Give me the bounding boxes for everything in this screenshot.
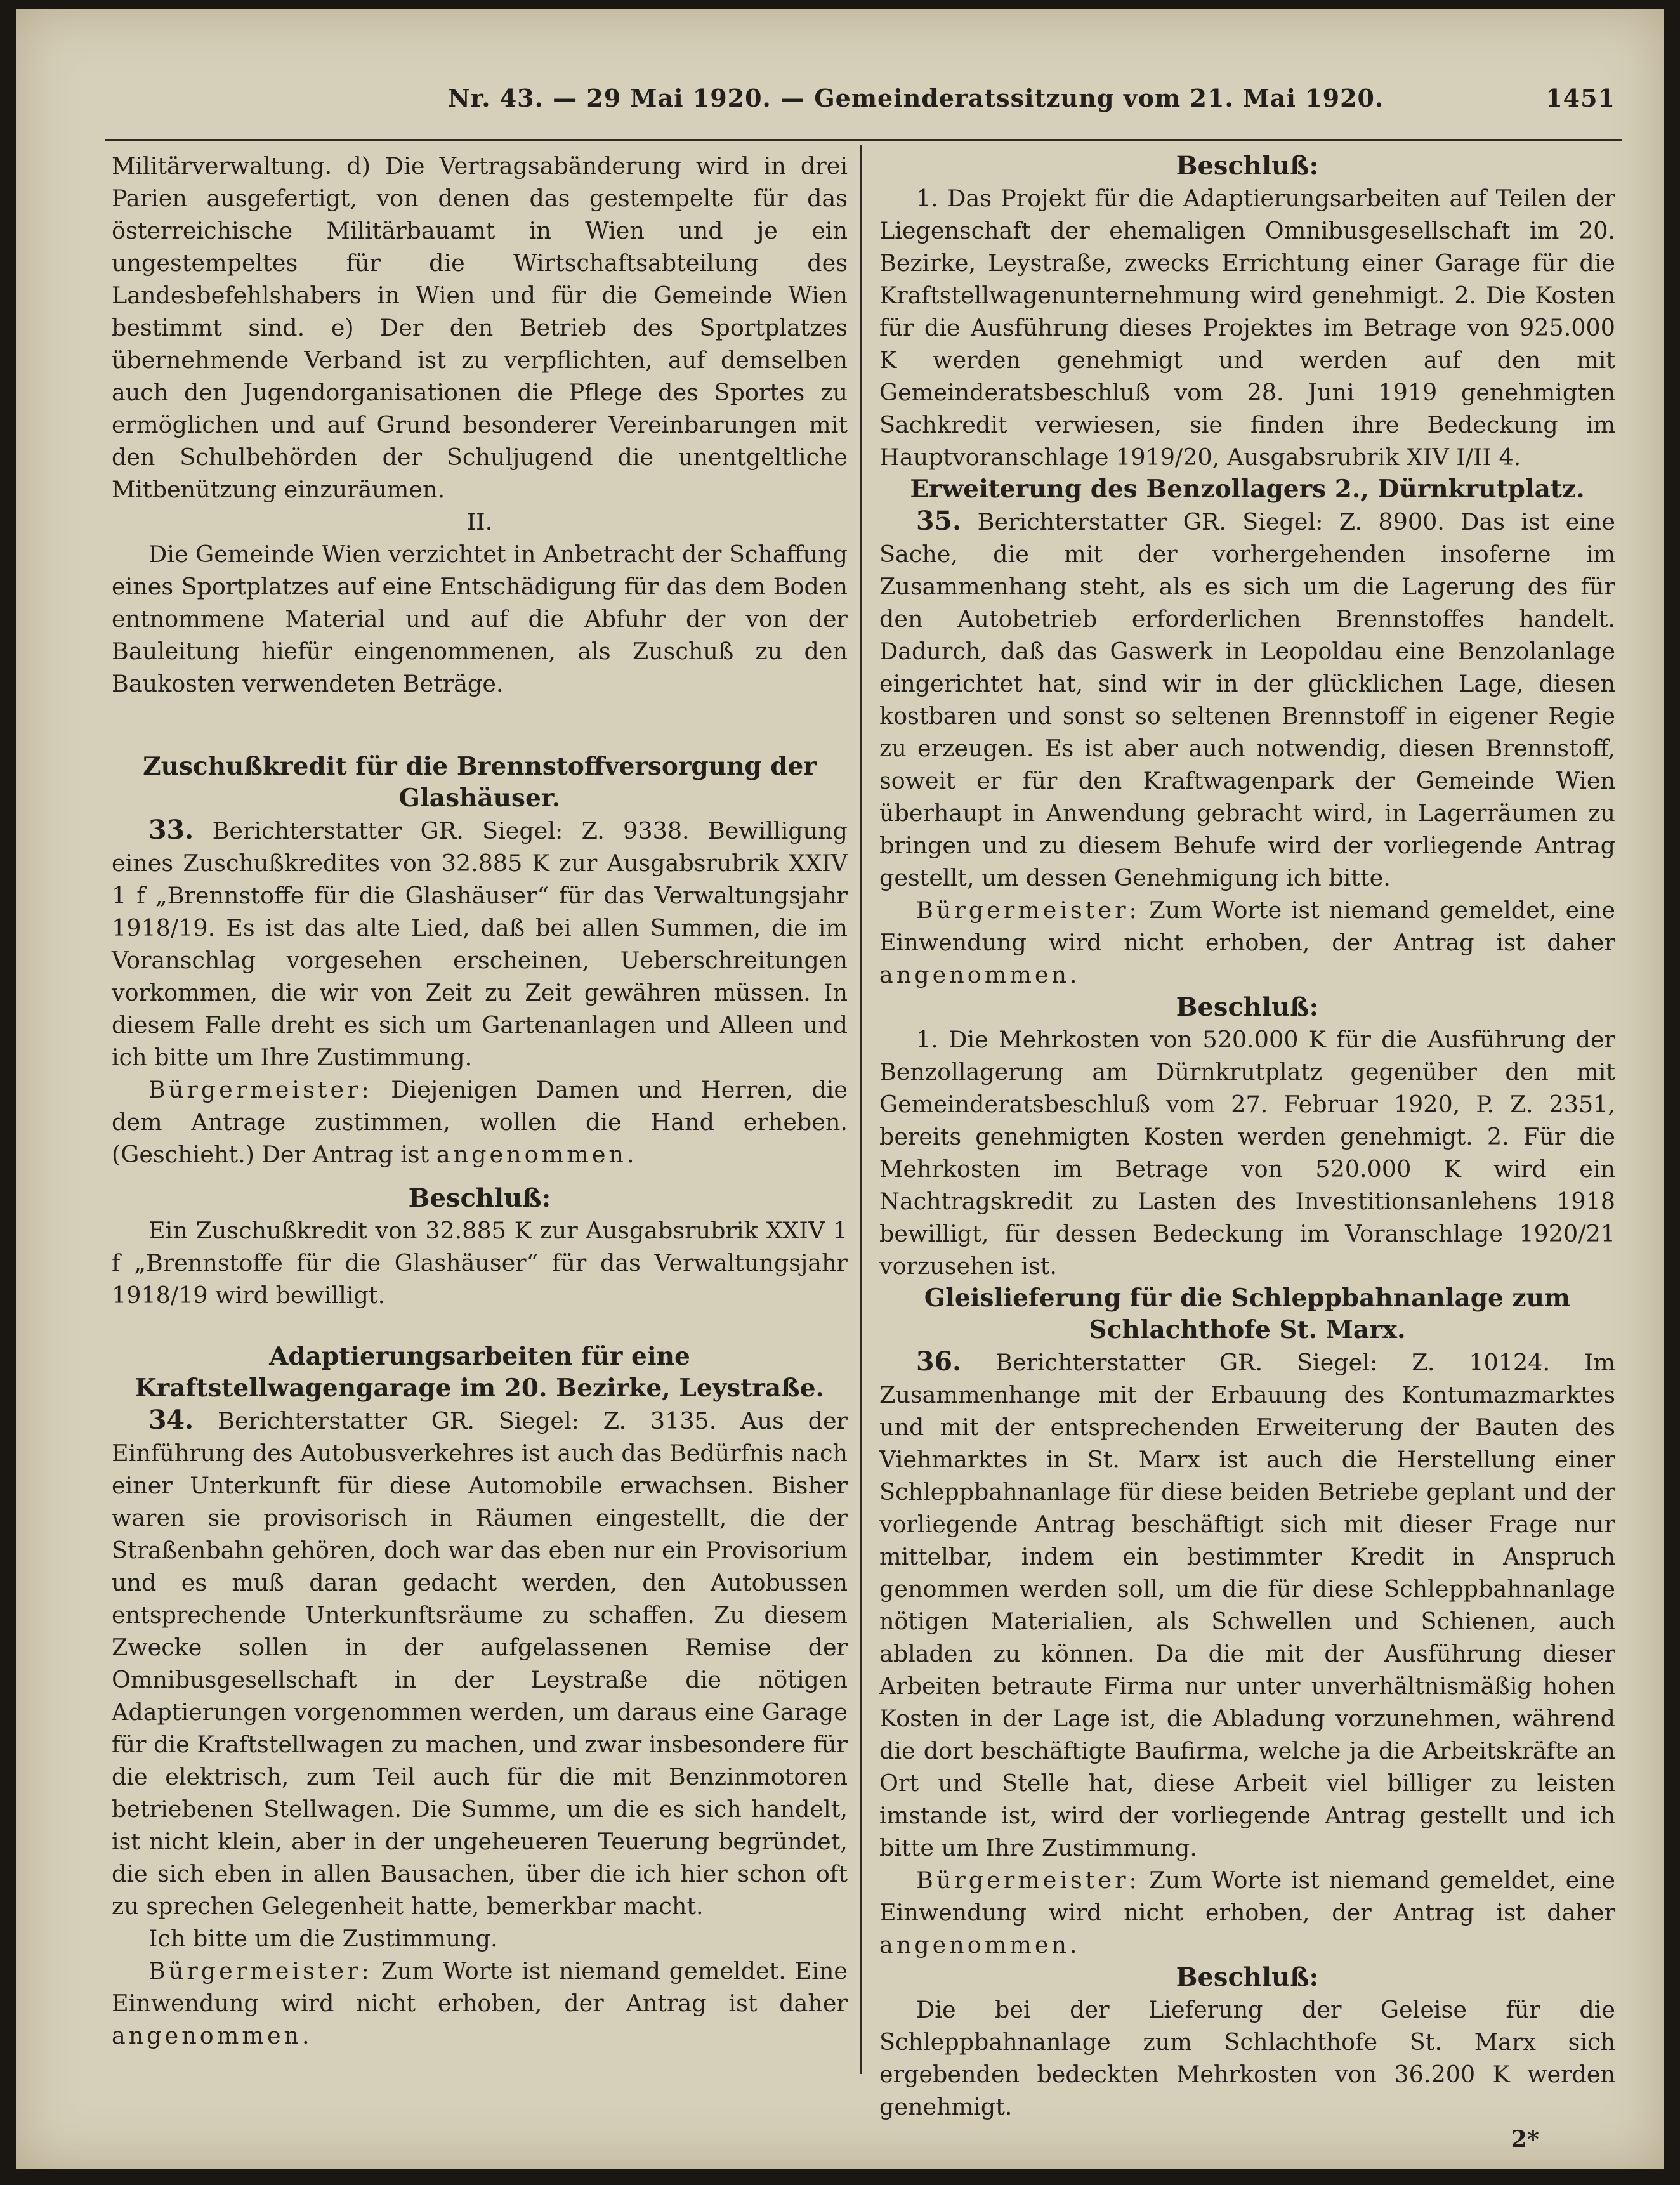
speech-buergermeister-35: Zum Worte ist niemand gemeldet, eine Einwendung wird nicht erhoben, der Antrag ist daher bbox=[879, 896, 1615, 956]
decision-word: angenommen. bbox=[879, 961, 1080, 988]
beschluss-text-36: Die bei der Lieferung der Geleise für die Schleppbahnanlage zum Schlachthofe St. Marx sich ergebenden bedeckten Mehrkosten von 36.200 K werden genehmigt. bbox=[879, 1996, 1615, 2120]
paragraph-ii: Die Gemeinde Wien verzichtet in Anbetracht der Schaffung eines Sportplatzes auf eine Entschädigung für das dem Boden entnommene Material und auf die Abfuhr der von der Bauleitung hiefür eingenommenen, als Zuschuß zu den Baukosten verwendeten Beträge. bbox=[112, 541, 848, 697]
page-number: 1451 bbox=[1545, 84, 1615, 112]
beschluss-title-36: Beschluß: bbox=[1176, 1962, 1319, 1992]
paragraph-item-33: Berichterstatter GR. Siegel: Z. 9338. Bewilligung eines Zuschußkredites von 32.885 K zur Ausgabsrubrik XXIV 1 f „Brennstoffe für die Glashäuser“ für das Verwaltungsjahr 1918/19. Es ist das alte Lied, daß bei allen Summen, die im Voranschlag vorgesehen erscheinen, Ueberschreitungen vorkommen, die wir von Zeit zu Zeit gewähren müssen. In diesem Falle dreht es sich um Gartenanlagen und Alleen und ich bitte um Ihre Zustimmung. bbox=[112, 817, 848, 1071]
speaker-buergermeister: Bürgermeister: bbox=[916, 1867, 1140, 1894]
page bbox=[16, 9, 1664, 2169]
left-column bbox=[112, 150, 848, 2052]
speaker-buergermeister: Bürgermeister: bbox=[148, 1076, 372, 1103]
decision-word: angenommen. bbox=[112, 2022, 313, 2049]
section-roman-ii: II. bbox=[466, 508, 493, 535]
beschluss-text-33: Ein Zuschußkredit von 32.885 K zur Ausgabsrubrik XXIV 1 f „Brennstoffe für die Glashäuser“ für das Verwaltungsjahr 1918/19 wird bewilligt. bbox=[112, 1217, 848, 1309]
beschluss-text-34: 1. Das Projekt für die Adaptierungsarbeiten auf Teilen der Liegenschaft der ehemaligen Omnibusgesellschaft im 20. Bezirke, Leystraße, zwecks Errichtung einer Garage für die Kraftstellwagenunternehmung wird genehmigt. 2. Die Kosten für die Ausführung dieses Projektes im Betrage von 925.000 K werden genehmigt und werden auf den mit Gemeinderatsbeschluß vom 28. Juni 1919 genehmigten Sachkredit verwiesen, sie finden ihre Bedeckung im Hauptvoranschlage 1919/20, Ausgabsrubrik XIV I/II 4. bbox=[879, 185, 1615, 471]
paragraph-continuation: Militärverwaltung. d) Die Vertragsabänderung wird in drei Parien ausgefertigt, von denen das gestempelte für das österreichische Militärbauamt in Wien und je ein ungestempeltes für die Wirtschaftsabteilung des Landesbefehlshabers in Wien und für die Gemeinde Wien bestimmt sind. e) Der den Betrieb des Sportplatzes übernehmende Verband ist zu verpflichten, auf demselben auch den Jugendorganisationen die Pflege des Sportes zu ermöglichen und auf Grund besonderer Vereinbarungen mit den Schulbehörden der Schuljugend die unentgeltliche Mitbenützung einzuräumen. bbox=[112, 152, 848, 503]
speech-buergermeister-34: Zum Worte ist niemand gemeldet. Eine Einwendung wird nicht erhoben, der Antrag ist daher bbox=[112, 1957, 848, 2017]
heading-item-36: Gleislieferung für die Schleppbahnanlage zum Schlachthofe St. Marx. bbox=[924, 1283, 1571, 1344]
paragraph-item-35: Berichterstatter GR. Siegel: Z. 8900. Das ist eine Sache, die mit der vorhergehenden insoferne im Zusammenhang steht, als es sich um die Lagerung des für den Autobetrieb erforderlichen Brennstoffes handelt. Dadurch, daß das Gaswerk in Leopoldau eine Benzolanlage eingerichtet hat, sind wir in der glücklichen Lage, diesen kostbaren und sonst so seltenen Brennstoff in eigener Regie zu erzeugen. Es ist aber auch notwendig, diesen Brennstoff, soweit er für den Kraftwagenpark der Gemeinde Wien überhaupt in Anwendung gebracht wird, in Lagerräumen zu bringen und zu diesem Behufe wird der vorliegende Antrag gestellt, um dessen Genehmigung ich bitte. bbox=[879, 508, 1616, 891]
item-number-35: 35. bbox=[916, 506, 962, 536]
beschluss-title-35: Beschluß: bbox=[1176, 992, 1319, 1022]
beschluss-text-35: 1. Die Mehrkosten von 520.000 K für die Ausführung der Benzollagerung am Dürnkrutplatz gegenüber den mit Gemeinderatsbeschluß vom 27. Februar 1920, P. Z. 2351, bereits genehmigten Kosten werden genehmigt. 2. Für die Mehrkosten im Betrage von 520.000 K wird ein Nachtragskredit zu Lasten des Investitionsanlehens 1918 bewilligt, für dessen Bedeckung im Voranschlage 1920/21 vorzusehen ist. bbox=[879, 1026, 1615, 1280]
page-header bbox=[112, 79, 1615, 117]
item-number-34: 34. bbox=[148, 1405, 194, 1435]
header-title: Nr. 43. — 29 Mai 1920. — Gemeinderatssitzung vom 21. Mai 1920. bbox=[448, 84, 1384, 112]
paragraph-item-36: Berichterstatter GR. Siegel: Z. 10124. Im Zusammenhange mit der Erbauung des Kontumazmarktes und mit der entsprechenden Erweiterung der Bauten des Viehmarktes in St. Marx ist auch die Herstellung einer Schleppbahnanlage für diese beiden Betriebe geplant und der vorliegende Antrag beschäftigt sich mit dieser Frage nur mittelbar, indem ein bestimmter Kredit in Anspruch genommen werden soll, um die für diese Schleppbahnanlage nötigen Materialien, als Schwellen und Schienen, auch abladen zu können. Da die mit der Ausführung dieser Arbeiten betraute Firma nur unter unverhältnismäßig hohen Kosten in der Lage ist, die Abladung vorzunehmen, während die dort beschäftigte Baufirma, welche ja die Arbeitskräfte an Ort und Stelle hat, diese Arbeit viel billiger zu leisten imstande ist, wird der vorliegende Antrag gestellt und ich bitte um Ihre Zustimmung. bbox=[879, 1349, 1615, 1861]
speaker-buergermeister: Bürgermeister: bbox=[916, 896, 1140, 924]
decision-word: angenommen. bbox=[879, 1931, 1080, 1959]
heading-item-34: Adaptierungsarbeiten für eine Kraftstellwagengarage im 20. Bezirke, Leystraße. bbox=[135, 1342, 825, 1403]
speech-buergermeister-33: Diejenigen Damen und Herren, die dem Antrage zustimmen, wollen die Hand erheben. (Geschieht.) Der Antrag ist bbox=[112, 1076, 848, 1168]
header-rule bbox=[105, 139, 1622, 141]
signature-mark: 2* bbox=[1511, 2125, 1539, 2153]
right-column bbox=[879, 150, 1615, 2155]
paragraph-item-34-closing: Ich bitte um die Zustimmung. bbox=[148, 1925, 498, 1952]
column-divider bbox=[860, 145, 862, 2074]
beschluss-title-33: Beschluß: bbox=[408, 1183, 551, 1213]
decision-word: angenommen. bbox=[436, 1141, 638, 1168]
speaker-buergermeister: Bürgermeister: bbox=[148, 1957, 372, 1985]
paragraph-item-34: Berichterstatter GR. Siegel: Z. 3135. Aus der Einführung des Autobusverkehres ist auch das Bedürfnis nach einer Unterkunft für diese Automobile erwachsen. Bisher waren sie provisorisch in Räumen eingestellt, die der Straßenbahn gehören, doch war das eben nur ein Provisorium und es muß daran gedacht werden, den Autobussen entsprechende Unterkunftsräume zu schaffen. Zu diesem Zwecke sollen in der aufgelassenen Remise der Omnibusgesellschaft in der Leystraße die nötigen Adaptierungen vorgenommen werden, um daraus eine Garage für die Kraftstellwagen zu machen, und zwar insbesondere für die elektrisch, zum Teil auch für die mit Benzinmotoren betriebenen Stellwagen. Die Summe, um die es sich handelt, ist nicht klein, aber in der ungeheueren Teuerung begründet, die sich eben in allen Bausachen, über die ich hier schon oft zu sprechen Gelegenheit hatte, bemerkbar macht. bbox=[112, 1407, 848, 1920]
heading-item-35: Erweiterung des Benzollagers 2., Dürnkrutplatz. bbox=[910, 475, 1585, 504]
beschluss-title-34: Beschluß: bbox=[1176, 151, 1319, 181]
item-number-36: 36. bbox=[916, 1346, 962, 1377]
speech-buergermeister-36: Zum Worte ist niemand gemeldet, eine Einwendung wird nicht erhoben, der Antrag ist daher bbox=[879, 1867, 1615, 1926]
heading-item-33: Zuschußkredit für die Brennstoffversorgung der Glashäuser. bbox=[143, 752, 817, 813]
item-number-33: 33. bbox=[148, 815, 194, 845]
